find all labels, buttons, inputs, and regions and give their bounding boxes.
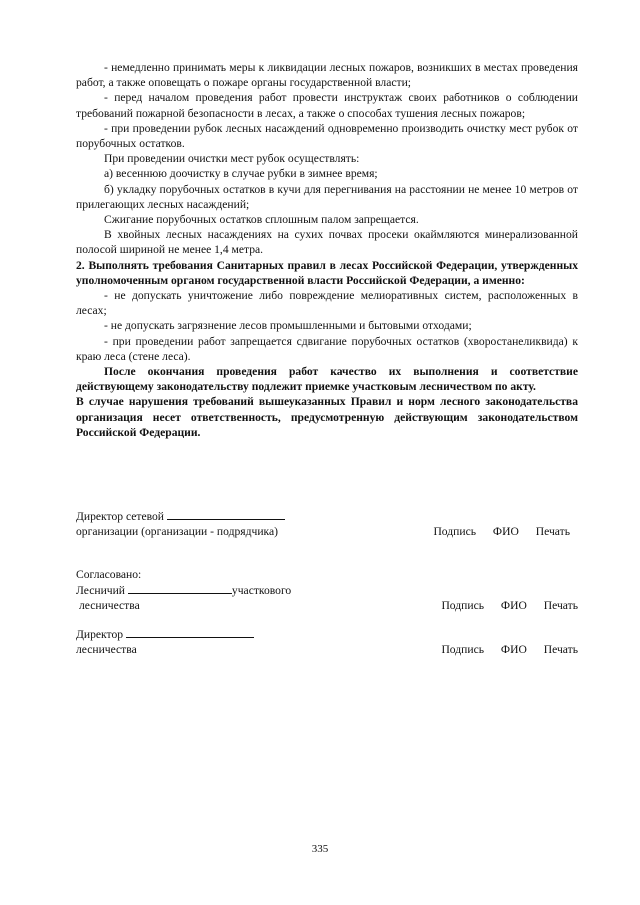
document-body (76, 60, 578, 440)
paragraph-item-a: а) весеннюю доочистку в случае рубки в зимнее время; (104, 167, 378, 181)
paragraph-burning-ban: Сжигание порубочных остатков сплошным палом запрещается. (104, 213, 419, 227)
paragraph-cleaning-intro: При проведении очистки мест рубок осуществлять: (104, 152, 360, 166)
fio-label: ФИО (500, 643, 527, 657)
signature-line (167, 508, 285, 520)
signature-block-forester (76, 567, 578, 614)
forestry-label: лесничества (76, 643, 137, 657)
signature-line (126, 626, 254, 638)
director-label: Директор (76, 628, 124, 641)
stamp-label: Печать (543, 643, 578, 657)
forestry-label: лесничества (79, 599, 140, 613)
stamp-label: Печать (543, 599, 578, 613)
sign-label: Подпись (441, 643, 485, 657)
paragraph-cleaning: - при проведении рубок лесных насаждений одновременно производить очистку мест рубок от порубочных остатков. (76, 121, 578, 151)
paragraph-liability: В случае нарушения требований вышеуказанных Правил и норм лесного законодательства организация несет ответственность, предусмотренную действующим законодательством Российской Федерации. (76, 395, 578, 439)
fio-label: ФИО (500, 599, 527, 613)
paragraph-residues: - при проведении работ запрещается сдвигание порубочных остатков (хворостанеликвида) к краю леса (стене леса). (76, 334, 578, 363)
paragraph-item-b: б) укладку порубочных остатков в кучи для перегнивания на расстоянии не менее 10 метров от прилегающих лесных насаждений; (76, 182, 578, 211)
paragraph-pollution: - не допускать загрязнение лесов промышленными и бытовыми отходами; (104, 319, 472, 333)
sign-label: Подпись (441, 599, 485, 613)
district-label: участкового (231, 584, 292, 598)
signature-block-director (76, 626, 578, 657)
paragraph-acceptance: После окончания проведения работ качество их выполнения и соответствие действующему законодательству подлежит приемке участковым лесничеством по акту. (76, 365, 578, 394)
paragraph-fire-measures: - немедленно принимать меры к ликвидации лесных пожаров, возникших в местах проведения работ, а также оповещать о пожаре органы государственной власти; (76, 61, 578, 90)
signature-line (128, 582, 232, 594)
paragraph-melioration: - не допускать уничтожение либо повреждение мелиоративных систем, расположенных в лесах; (76, 289, 578, 318)
paragraph-coniferous: В хвойных лесных насаждениях на сухих почвах просеки окаймляются минерализованной полосой шириной не менее 1,4 метра. (76, 228, 578, 257)
stamp-label: Печать (535, 525, 570, 539)
fio-label: ФИО (492, 525, 519, 539)
org-label: организации (организации - подрядчика) (76, 525, 278, 539)
page-number: 335 (311, 843, 329, 855)
sign-label: Подпись (433, 525, 477, 539)
paragraph-instruction: - перед началом проведения работ провести инструктаж своих работников о соблюдении требований пожарной безопасности в лесах, а также о способах тушения лесных пожаров; (76, 91, 578, 120)
agreed-label: Согласовано: (76, 568, 142, 581)
forester-label: Лесничий (76, 584, 126, 598)
signature-block-contractor (76, 508, 578, 539)
section-heading-sanitary: 2. Выполнять требования Санитарных правил в лесах Российской Федерации, утвержденных уполномоченным органом государственной власти Российской Федерации, а именно: (76, 258, 578, 287)
director-network-label: Директор сетевой (76, 510, 164, 523)
